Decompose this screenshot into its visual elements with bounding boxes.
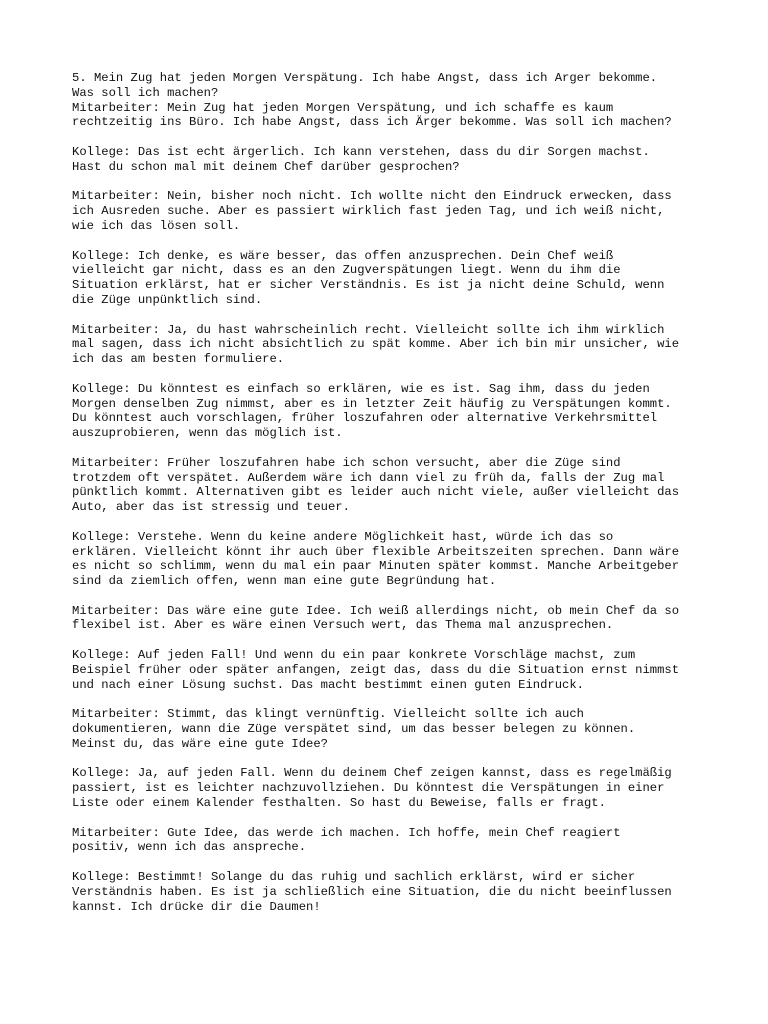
dialogue-paragraph: Kollege: Du könntest es einfach so erklären, wie es ist. Sag ihm, dass du jeden Morgen denselben Zug nimmst, aber es in letzter Zeit häufig zu Verspätungen kommt. Du könntest auch vorschlagen, früher loszufahren oder alternative Verkehrsmittel auszuprobieren, wenn das möglich ist. (72, 381, 672, 441)
dialogue-paragraph: Kollege: Ich denke, es wäre besser, das offen anzusprechen. Dein Chef weiß vielleicht gar nicht, dass es an den Zugverspätungen liegt. Wenn du ihm die Situation erklärst, hat er sicher Verständnis. Es ist ja nicht deine Schuld, wenn die Züge unpünktlich sind. (72, 248, 665, 307)
dialogue-paragraph: Kollege: Auf jeden Fall! Und wenn du ein paar konkrete Vorschläge machst, zum Beispiel früher oder später anfangen, zeigt das, dass du die Situation ernst nimmst und nach einer Lösung suchst. Das macht bestimmt einen guten Eindruck. (72, 648, 680, 692)
question-heading: 5. Mein Zug hat jeden Morgen Verspätung. Ich habe Angst, dass ich Arger bekomme. Was soll ich machen? (72, 71, 658, 100)
dialogue-paragraph: Kollege: Das ist echt ärgerlich. Ich kann verstehen, dass du dir Sorgen machst. Hast du schon mal mit deinem Chef darüber gesprochen? (72, 144, 650, 174)
dialogue-paragraph: Kollege: Bestimmt! Solange du das ruhig und sachlich erklärst, wird er sicher Verständnis haben. Es ist ja schließlich eine Situation, die du nicht beeinflussen kannst. Ich drücke dir die Daumen! (72, 870, 672, 914)
dialogue-paragraph: Mitarbeiter: Gute Idee, das werde ich machen. Ich hoffe, mein Chef reagiert positiv, wenn ich das anspreche. (72, 825, 621, 855)
dialogue-paragraph: Mitarbeiter: Das wäre eine gute Idee. Ich weiß allerdings nicht, ob mein Chef da so flexibel ist. Aber es wäre einen Versuch wert, das Thema mal anzusprechen. (72, 603, 680, 633)
dialogue-paragraph: Mitarbeiter: Stimmt, das klingt vernünftig. Vielleicht sollte ich auch dokumentieren, wann die Züge verspätet sind, um das besser belegen zu können. Meinst du, das wäre eine gute Idee? (72, 707, 636, 751)
document-page (72, 71, 712, 929)
dialogue-paragraph: Kollege: Ja, auf jeden Fall. Wenn du deinem Chef zeigen kannst, dass es regelmäßig passiert, ist es leichter nachzuvollziehen. Du könntest die Verspätungen in einer Liste oder einem Kalender festhalten. So hast du Beweise, falls er fragt. (72, 766, 672, 811)
dialogue-paragraph: Mitarbeiter: Ja, du hast wahrscheinlich recht. Vielleicht sollte ich ihm wirklich mal sagen, dass ich nicht absichtlich zu spät komme. Aber ich bin mir unsicher, wie ich das am besten formuliere. (72, 322, 680, 367)
dialogue-paragraph: Kollege: Verstehe. Wenn du keine andere Möglichkeit hast, würde ich das so erklären. Vielleicht könnt ihr auch über flexible Arbeitszeiten sprechen. Dann wäre es nicht so schlimm, wenn du mal ein paar Minuten später kommst. Manche Arbeitgeber sind da ziemlich offen, wenn man eine gute Begründung hat. (72, 529, 680, 589)
dialogue-paragraph: Mitarbeiter: Früher loszufahren habe ich schon versucht, aber die Züge sind trotzdem oft verspätet. Außerdem wäre ich dann viel zu früh da, falls der Zug mal pünktlich kommt. Alternativen gibt es leider auch nicht viele, außer vielleicht das Auto, aber das ist stressig und teuer. (72, 455, 680, 515)
dialogue-paragraph: Mitarbeiter: Nein, bisher noch nicht. Ich wollte nicht den Eindruck erwecken, dass ich Ausreden suche. Aber es passiert wirklich fast jeden Tag, und ich weiß nicht, wie ich das lösen soll. (72, 189, 672, 233)
dialogue-paragraph: Mitarbeiter: Mein Zug hat jeden Morgen Verspätung, und ich schaffe es kaum rechtzeitig ins Büro. Ich habe Angst, dass ich Ärger bekomme. Was soll ich machen? (72, 100, 672, 130)
